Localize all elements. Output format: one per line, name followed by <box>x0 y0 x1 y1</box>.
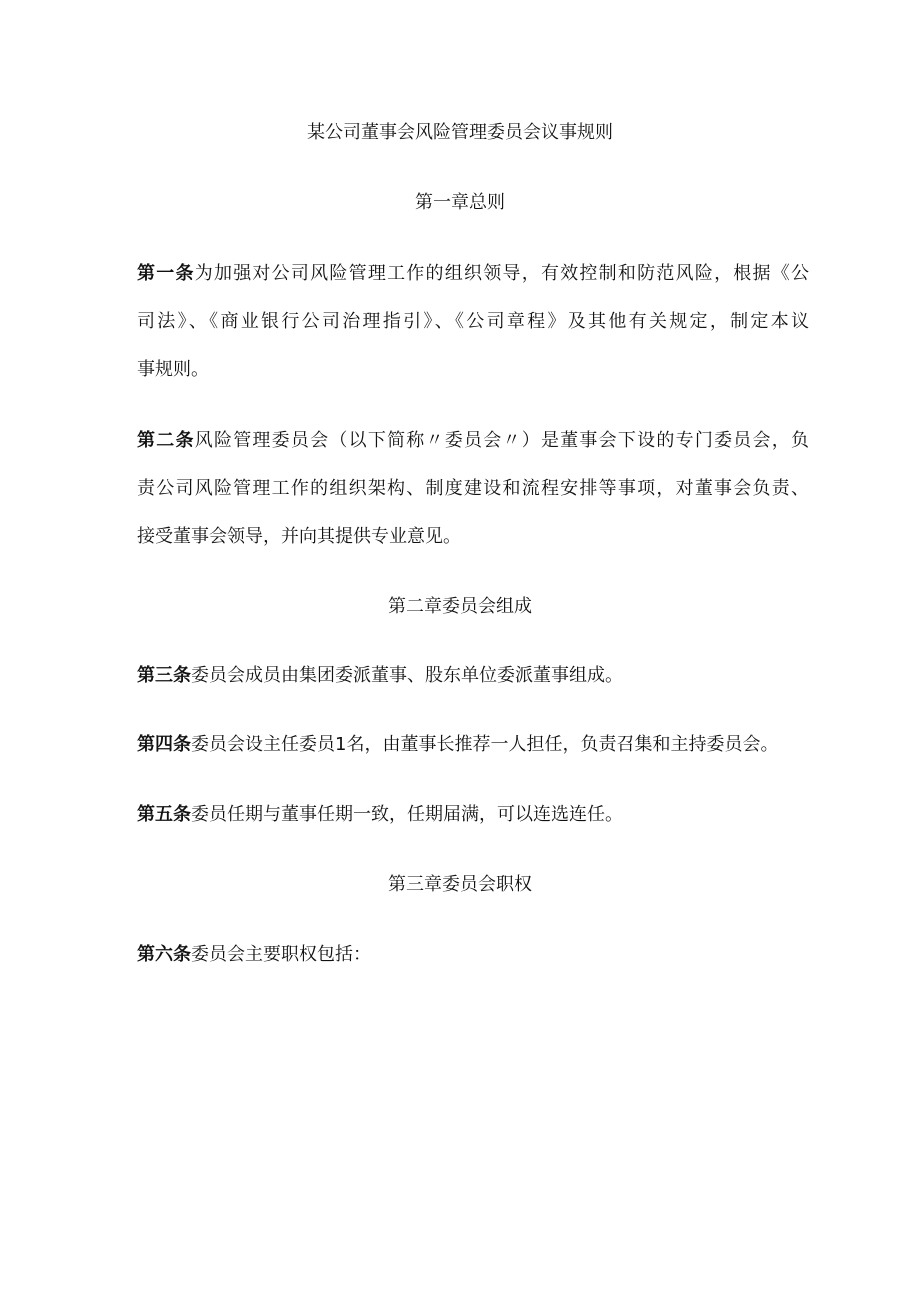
chapter-1-title: 第一章总则 <box>415 192 505 213</box>
article-4-number: 第四条 <box>137 734 191 755</box>
article-1-line-1: 第一条为加强对公司风险管理工作的组织领导，有效控制和防范风险，根据《公 <box>137 263 810 284</box>
article-2-line-2: 责公司风险管理工作的组织架构、制度建设和流程安排等事项，对董事会负责、 <box>137 478 809 499</box>
chapter-2-title: 第二章委员会组成 <box>388 596 532 617</box>
article-4 <box>137 733 809 757</box>
article-1 <box>137 262 809 382</box>
article-6-number: 第六条 <box>137 944 191 965</box>
article-5-line-1: 第五条委员任期与董事任期一致，任期届满，可以连选连任。 <box>137 804 623 825</box>
chapter-3-title: 第三章委员会职权 <box>388 874 532 895</box>
article-1-number: 第一条 <box>137 263 195 284</box>
article-1-line-2: 司法》、《商业银行公司治理指引》、《公司章程》及其他有关规定，制定本议 <box>137 311 809 332</box>
article-2 <box>137 429 809 549</box>
article-3 <box>137 664 809 688</box>
article-4-line-1: 第四条委员会设主任委员1名，由董事长推荐一人担任，负责召集和主持委员会。 <box>137 734 779 755</box>
article-5-number: 第五条 <box>137 804 191 825</box>
article-3-line-1: 第三条委员会成员由集团委派董事、股东单位委派董事组成。 <box>137 665 623 686</box>
document-title: 某公司董事会风险管理委员会议事规则 <box>307 122 613 143</box>
article-6-line-1: 第六条委员会主要职权包括： <box>137 944 371 965</box>
article-1-line-3: 事规则。 <box>137 359 209 380</box>
article-5 <box>137 803 809 827</box>
article-2-line-3: 接受董事会领导，并向其提供专业意见。 <box>137 526 461 547</box>
article-2-line-1: 第二条风险管理委员会（以下简称〃委员会〃）是董事会下设的专门委员会，负 <box>137 430 810 451</box>
article-6 <box>137 943 809 967</box>
article-2-number: 第二条 <box>137 430 195 451</box>
article-3-number: 第三条 <box>137 665 191 686</box>
